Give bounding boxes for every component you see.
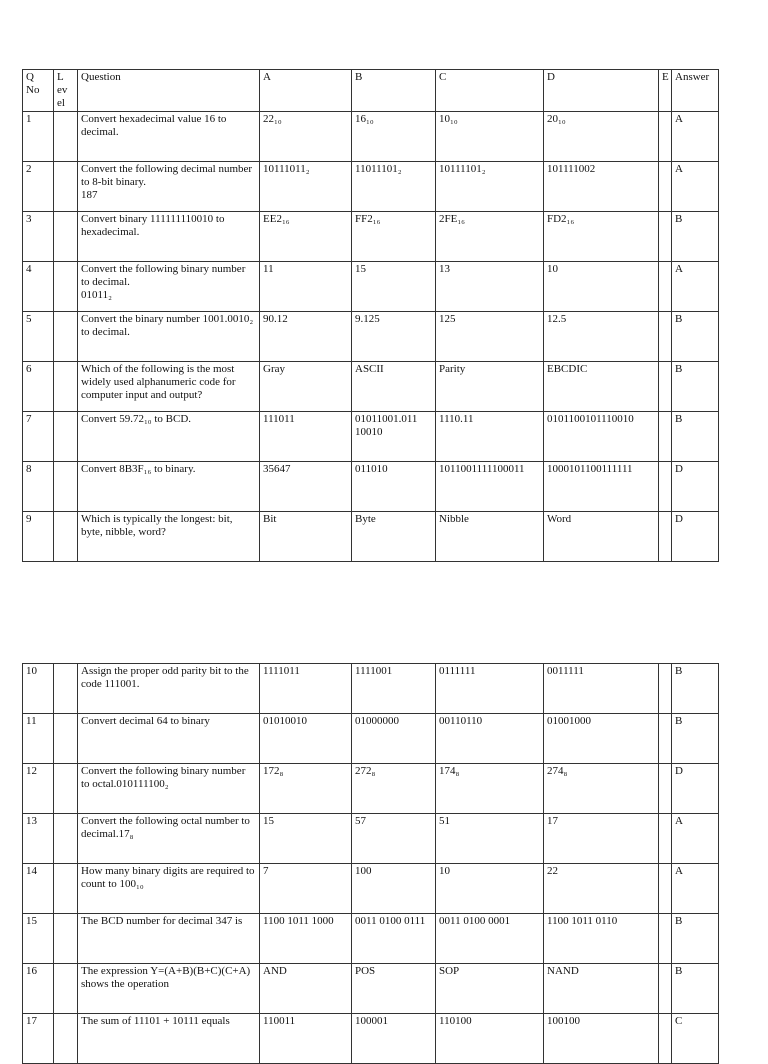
option-c: Parity	[436, 362, 544, 412]
option-e	[659, 864, 672, 914]
option-e	[659, 262, 672, 312]
option-a: 22₁₀	[260, 112, 352, 162]
option-d: FD2₁₆	[544, 212, 659, 262]
answer: D	[672, 512, 719, 562]
option-b: 100	[352, 864, 436, 914]
answer: A	[672, 864, 719, 914]
question-level	[54, 964, 78, 1014]
option-e	[659, 362, 672, 412]
answer: A	[672, 262, 719, 312]
answer: A	[672, 112, 719, 162]
question-level	[54, 864, 78, 914]
option-a: AND	[260, 964, 352, 1014]
option-e	[659, 412, 672, 462]
question-level	[54, 412, 78, 462]
option-d: EBCDIC	[544, 362, 659, 412]
question-level	[54, 814, 78, 864]
question-number: 11	[23, 714, 54, 764]
option-d: 274₈	[544, 764, 659, 814]
table-row	[23, 462, 719, 512]
answer: B	[672, 312, 719, 362]
option-a: 1111011	[260, 664, 352, 714]
option-c: 51	[436, 814, 544, 864]
question-number: 6	[23, 362, 54, 412]
answer: A	[672, 162, 719, 212]
header-level: L ev el	[54, 70, 78, 112]
question-level	[54, 512, 78, 562]
option-a: 10111011₂	[260, 162, 352, 212]
question-number: 3	[23, 212, 54, 262]
question-text: Convert the following binary number to decimal. 01011₂	[78, 262, 260, 312]
table-row	[23, 914, 719, 964]
option-d: 17	[544, 814, 659, 864]
table-row	[23, 714, 719, 764]
header-question: Question	[78, 70, 260, 112]
option-e	[659, 914, 672, 964]
option-a: 110011	[260, 1014, 352, 1064]
question-level	[54, 312, 78, 362]
option-c: 0111111	[436, 664, 544, 714]
question-number: 5	[23, 312, 54, 362]
option-c: 174₈	[436, 764, 544, 814]
table-row	[23, 262, 719, 312]
question-number: 1	[23, 112, 54, 162]
option-d: Word	[544, 512, 659, 562]
option-e	[659, 462, 672, 512]
option-a: 172₈	[260, 764, 352, 814]
answer: D	[672, 462, 719, 512]
question-level	[54, 362, 78, 412]
option-c: SOP	[436, 964, 544, 1014]
question-number: 9	[23, 512, 54, 562]
option-a: Bit	[260, 512, 352, 562]
option-e	[659, 512, 672, 562]
option-a: 15	[260, 814, 352, 864]
header-option-b: B	[352, 70, 436, 112]
table-row	[23, 964, 719, 1014]
option-b: 011010	[352, 462, 436, 512]
option-a: 7	[260, 864, 352, 914]
question-number: 15	[23, 914, 54, 964]
option-b: 9.125	[352, 312, 436, 362]
option-d: 10	[544, 262, 659, 312]
table-row	[23, 814, 719, 864]
question-number: 7	[23, 412, 54, 462]
option-a: Gray	[260, 362, 352, 412]
option-e	[659, 162, 672, 212]
question-text: Convert the binary number 1001.0010₂ to decimal.	[78, 312, 260, 362]
option-d: 0011111	[544, 664, 659, 714]
option-c: 1011001111100011	[436, 462, 544, 512]
questions-table-2	[22, 663, 719, 1064]
option-e	[659, 1014, 672, 1064]
option-c: 10	[436, 864, 544, 914]
option-b: Byte	[352, 512, 436, 562]
option-a: EE2₁₆	[260, 212, 352, 262]
question-number: 10	[23, 664, 54, 714]
table-row	[23, 1014, 719, 1064]
table-row	[23, 512, 719, 562]
option-e	[659, 212, 672, 262]
header-option-d: D	[544, 70, 659, 112]
option-e	[659, 814, 672, 864]
question-text: The BCD number for decimal 347 is	[78, 914, 260, 964]
question-number: 13	[23, 814, 54, 864]
option-b: 11011101₂	[352, 162, 436, 212]
option-e	[659, 112, 672, 162]
question-text: Convert the following decimal number to 8-bit binary. 187	[78, 162, 260, 212]
option-d: 01001000	[544, 714, 659, 764]
answer: B	[672, 412, 719, 462]
table-header-row	[23, 70, 719, 112]
question-level	[54, 112, 78, 162]
option-b: 100001	[352, 1014, 436, 1064]
question-number: 12	[23, 764, 54, 814]
header-answer: Answer	[672, 70, 719, 112]
option-b: 1111001	[352, 664, 436, 714]
option-d: 12.5	[544, 312, 659, 362]
option-b: 272₈	[352, 764, 436, 814]
table-row	[23, 664, 719, 714]
table-row	[23, 112, 719, 162]
header-option-e: E	[659, 70, 672, 112]
header-option-c: C	[436, 70, 544, 112]
option-c: 110100	[436, 1014, 544, 1064]
option-c: 00110110	[436, 714, 544, 764]
option-b: 15	[352, 262, 436, 312]
question-level	[54, 1014, 78, 1064]
answer: B	[672, 664, 719, 714]
question-text: Convert the following octal number to decimal.17₈	[78, 814, 260, 864]
question-level	[54, 664, 78, 714]
question-number: 4	[23, 262, 54, 312]
question-text: Convert the following binary number to octal.010111100₂	[78, 764, 260, 814]
question-level	[54, 914, 78, 964]
option-c: Nibble	[436, 512, 544, 562]
option-b: FF2₁₆	[352, 212, 436, 262]
question-number: 8	[23, 462, 54, 512]
option-e	[659, 764, 672, 814]
option-e	[659, 964, 672, 1014]
question-level	[54, 714, 78, 764]
option-d: NAND	[544, 964, 659, 1014]
option-c: 125	[436, 312, 544, 362]
header-option-a: A	[260, 70, 352, 112]
option-a: 01010010	[260, 714, 352, 764]
question-text: Convert binary 111111110010 to hexadecimal.	[78, 212, 260, 262]
option-d: 0101100101110010	[544, 412, 659, 462]
table-row	[23, 412, 719, 462]
option-c: 10111101₂	[436, 162, 544, 212]
option-b: 01011001.011 10010	[352, 412, 436, 462]
answer: B	[672, 362, 719, 412]
option-b: 16₁₀	[352, 112, 436, 162]
answer: B	[672, 714, 719, 764]
question-number: 17	[23, 1014, 54, 1064]
answer: A	[672, 814, 719, 864]
question-level	[54, 462, 78, 512]
answer: B	[672, 964, 719, 1014]
option-d: 1100 1011 0110	[544, 914, 659, 964]
option-c: 2FE₁₆	[436, 212, 544, 262]
option-a: 90.12	[260, 312, 352, 362]
option-c: 10₁₀	[436, 112, 544, 162]
option-e	[659, 312, 672, 362]
question-text: The sum of 11101 + 10111 equals	[78, 1014, 260, 1064]
option-c: 1110.11	[436, 412, 544, 462]
table-row	[23, 212, 719, 262]
question-text: Convert hexadecimal value 16 to decimal.	[78, 112, 260, 162]
option-d: 101111002	[544, 162, 659, 212]
question-number: 16	[23, 964, 54, 1014]
option-d: 1000101100111111	[544, 462, 659, 512]
option-d: 22	[544, 864, 659, 914]
option-e	[659, 664, 672, 714]
answer: C	[672, 1014, 719, 1064]
option-c: 0011 0100 0001	[436, 914, 544, 964]
questions-table-1	[22, 69, 719, 562]
answer: B	[672, 914, 719, 964]
question-text: Assign the proper odd parity bit to the code 111001.	[78, 664, 260, 714]
question-text: Convert decimal 64 to binary	[78, 714, 260, 764]
answer: D	[672, 764, 719, 814]
question-level	[54, 262, 78, 312]
option-d: 20₁₀	[544, 112, 659, 162]
option-c: 13	[436, 262, 544, 312]
question-text: How many binary digits are required to count to 100₁₀	[78, 864, 260, 914]
option-b: 0011 0100 0111	[352, 914, 436, 964]
question-level	[54, 162, 78, 212]
option-a: 111011	[260, 412, 352, 462]
question-level	[54, 212, 78, 262]
option-a: 11	[260, 262, 352, 312]
answer: B	[672, 212, 719, 262]
table-row	[23, 162, 719, 212]
table-row	[23, 764, 719, 814]
table-row	[23, 362, 719, 412]
option-b: ASCII	[352, 362, 436, 412]
table-row	[23, 312, 719, 362]
question-text: The expression Y=(A+B)(B+C)(C+A) shows the operation	[78, 964, 260, 1014]
header-qno: Q No	[23, 70, 54, 112]
option-e	[659, 714, 672, 764]
question-level	[54, 764, 78, 814]
option-d: 100100	[544, 1014, 659, 1064]
table-row	[23, 864, 719, 914]
question-text: Convert 8B3F₁₆ to binary.	[78, 462, 260, 512]
question-number: 14	[23, 864, 54, 914]
question-text: Which is typically the longest: bit, byte, nibble, word?	[78, 512, 260, 562]
question-text: Convert 59.72₁₀ to BCD.	[78, 412, 260, 462]
option-b: POS	[352, 964, 436, 1014]
option-b: 01000000	[352, 714, 436, 764]
question-text: Which of the following is the most widely used alphanumeric code for computer input and output?	[78, 362, 260, 412]
option-b: 57	[352, 814, 436, 864]
option-a: 1100 1011 1000	[260, 914, 352, 964]
question-number: 2	[23, 162, 54, 212]
option-a: 35647	[260, 462, 352, 512]
